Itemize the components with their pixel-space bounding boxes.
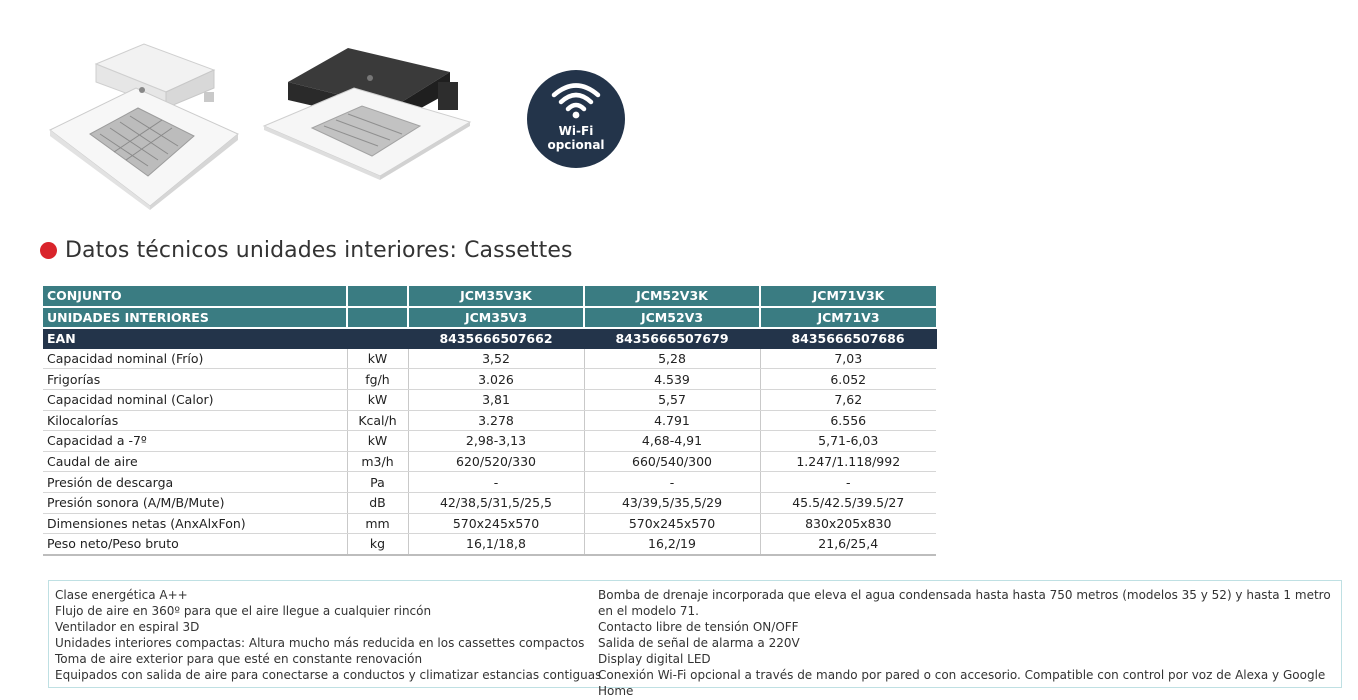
row-value-cell: 4,68-4,91 <box>584 431 760 452</box>
header-model-cell: JCM35V3K <box>408 286 584 307</box>
cassette-unit-image-2 <box>262 42 476 182</box>
title-bullet-dot <box>40 242 57 259</box>
row-value-cell: 21,6/25,4 <box>760 534 936 555</box>
wifi-optional-circle <box>527 70 625 168</box>
header-model-cell: JCM71V3K <box>760 286 936 307</box>
header-model-cell: JCM71V3 <box>760 307 936 329</box>
row-value-cell: 45.5/42.5/39.5/27 <box>760 492 936 513</box>
row-value-cell: 5,57 <box>584 389 760 410</box>
row-unit-cell: Kcal/h <box>347 410 408 431</box>
row-label-cell: Capacidad nominal (Frío) <box>43 349 347 369</box>
row-unit-cell: kW <box>347 389 408 410</box>
specs-table <box>43 286 937 556</box>
row-label-cell: Peso neto/Peso bruto <box>43 534 347 555</box>
table-row <box>43 431 936 452</box>
feature-item: Flujo de aire en 360º para que el aire llegue a cualquier rincón <box>55 604 432 618</box>
section-title-text: Datos técnicos unidades interiores: Cassettes <box>65 238 573 263</box>
table-row <box>43 389 936 410</box>
row-value-cell: 2,98-3,13 <box>408 431 584 452</box>
header-unit-cell <box>347 307 408 329</box>
feature-item: Equipados con salida de aire para conectarse a conductos y climatizar estancias contiguas <box>55 668 602 682</box>
table-row <box>43 451 936 472</box>
feature-item: Unidades interiores compactas: Altura mucho más reducida en los cassettes compactos <box>55 636 585 650</box>
cassette-unit-image-1 <box>44 42 244 210</box>
table-row <box>43 472 936 493</box>
row-label-cell: Capacidad nominal (Calor) <box>43 389 347 410</box>
header-label-cell: CONJUNTO <box>43 286 347 307</box>
features-right-column <box>598 587 1338 699</box>
row-value-cell: 6.052 <box>760 369 936 390</box>
features-box <box>48 580 1342 698</box>
feature-item: Salida de señal de alarma a 220V <box>598 636 800 650</box>
row-unit-cell: kW <box>347 349 408 369</box>
row-unit-cell: kg <box>347 534 408 555</box>
row-value-cell: - <box>760 472 936 493</box>
features-left-column <box>55 587 602 683</box>
row-value-cell: 4.539 <box>584 369 760 390</box>
ean-row <box>43 328 936 349</box>
header-label-cell: UNIDADES INTERIORES <box>43 307 347 329</box>
row-value-cell: 5,28 <box>584 349 760 369</box>
ean-value-cell: 8435666507662 <box>408 328 584 349</box>
row-value-cell: 570x245x570 <box>408 513 584 534</box>
row-value-cell: 16,2/19 <box>584 534 760 555</box>
table-row <box>43 410 936 431</box>
row-value-cell: 3.026 <box>408 369 584 390</box>
wifi-icon <box>551 80 601 120</box>
section-title <box>40 238 573 263</box>
feature-item: Conexión Wi-Fi opcional a través de mando por pared o con accesorio. Compatible con control por voz de Alexa y Google Home <box>598 668 1326 698</box>
feature-item: Toma de aire exterior para que esté en constante renovación <box>55 652 423 666</box>
row-value-cell: 4.791 <box>584 410 760 431</box>
row-label-cell: Kilocalorías <box>43 410 347 431</box>
wifi-badge <box>527 70 627 170</box>
header-unit-cell <box>347 286 408 307</box>
row-value-cell: - <box>408 472 584 493</box>
ean-value-cell: 8435666507679 <box>584 328 760 349</box>
row-unit-cell: dB <box>347 492 408 513</box>
row-label-cell: Capacidad a -7º <box>43 431 347 452</box>
row-value-cell: 42/38,5/31,5/25,5 <box>408 492 584 513</box>
row-value-cell: 7,62 <box>760 389 936 410</box>
table-header-row <box>43 307 936 329</box>
feature-item: Clase energética A++ <box>55 588 188 602</box>
table-header-row <box>43 286 936 307</box>
table-row <box>43 369 936 390</box>
row-value-cell: 830x205x830 <box>760 513 936 534</box>
header-model-cell: JCM35V3 <box>408 307 584 329</box>
table-row <box>43 349 936 369</box>
row-value-cell: 3,81 <box>408 389 584 410</box>
row-value-cell: 7,03 <box>760 349 936 369</box>
table-row <box>43 492 936 513</box>
feature-item: Contacto libre de tensión ON/OFF <box>598 620 799 634</box>
row-value-cell: 660/540/300 <box>584 451 760 472</box>
row-label-cell: Presión sonora (A/M/B/Mute) <box>43 492 347 513</box>
row-value-cell: 3.278 <box>408 410 584 431</box>
row-value-cell: 570x245x570 <box>584 513 760 534</box>
row-unit-cell: m3/h <box>347 451 408 472</box>
row-value-cell: 16,1/18,8 <box>408 534 584 555</box>
feature-item: Bomba de drenaje incorporada que eleva el agua condensada hasta hasta 750 metros (modelos 35 y 52) y hasta 1 metro en el modelo 71. <box>598 588 1331 618</box>
row-label-cell: Dimensiones netas (AnxAlxFon) <box>43 513 347 534</box>
feature-item: Display digital LED <box>598 652 711 666</box>
row-value-cell: 6.556 <box>760 410 936 431</box>
table-row <box>43 534 936 555</box>
ean-value-cell: 8435666507686 <box>760 328 936 349</box>
header-model-cell: JCM52V3 <box>584 307 760 329</box>
feature-item: Ventilador en espiral 3D <box>55 620 200 634</box>
row-value-cell: 1.247/1.118/992 <box>760 451 936 472</box>
row-label-cell: Frigorías <box>43 369 347 390</box>
row-value-cell: 3,52 <box>408 349 584 369</box>
specs-table-body <box>43 286 936 555</box>
wifi-badge-line1: Wi-Fi <box>558 124 594 138</box>
row-value-cell: 620/520/330 <box>408 451 584 472</box>
wifi-badge-text <box>527 124 625 152</box>
row-value-cell: - <box>584 472 760 493</box>
row-unit-cell: Pa <box>347 472 408 493</box>
wifi-badge-line2: opcional <box>547 138 605 152</box>
row-unit-cell: mm <box>347 513 408 534</box>
table-row <box>43 513 936 534</box>
row-value-cell: 5,71-6,03 <box>760 431 936 452</box>
row-value-cell: 43/39,5/35,5/29 <box>584 492 760 513</box>
row-label-cell: Presión de descarga <box>43 472 347 493</box>
header-model-cell: JCM52V3K <box>584 286 760 307</box>
row-label-cell: Caudal de aire <box>43 451 347 472</box>
row-unit-cell: kW <box>347 431 408 452</box>
ean-label-cell: EAN <box>43 328 408 349</box>
row-unit-cell: fg/h <box>347 369 408 390</box>
